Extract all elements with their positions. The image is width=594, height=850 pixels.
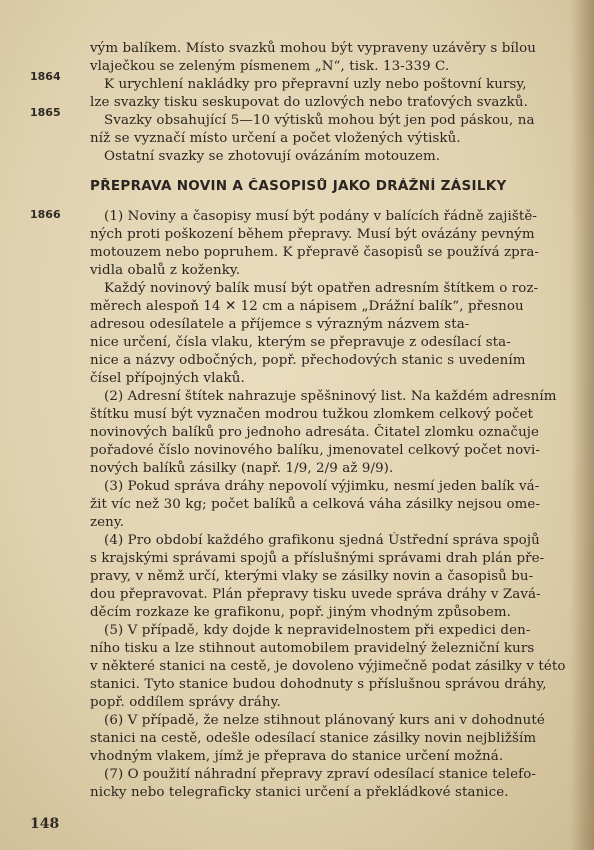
- text-line: vidla obalů z koženky.: [90, 263, 241, 278]
- text-line: (7) O použití náhradní přepravy zpraví odesílací stanice telefo-: [104, 767, 536, 782]
- text-line: vým balíkem. Místo svazků mohou být vypraveny uzávěry s bílou: [90, 41, 537, 56]
- text-line: dou přepravovat. Plán přepravy tisku uvede správa dráhy v Zavá-: [90, 587, 541, 602]
- text-line: zeny.: [90, 515, 125, 530]
- text-line: Ostatní svazky se zhotovují ovázáním motouzem.: [104, 149, 441, 164]
- text-line: Svazky obsahující 5—10 výtisků mohou být jen pod páskou, na: [104, 113, 535, 128]
- text-line: stanici. Tyto stanice budou dohodnuty s příslušnou správou dráhy,: [90, 677, 547, 692]
- text-line: (2) Adresní štítek nahrazuje spěšninový list. Na každém adresním: [104, 389, 557, 404]
- text-line: děcím rozkaze ke grafikonu, popř. jiným vhodným způsobem.: [90, 605, 512, 620]
- text-line: vlaječkou se zeleným písmenem „N“, tisk. 13-339 C.: [90, 59, 450, 74]
- text-line: s krajskými správami spojů a příslušnými správami drah plán pře-: [90, 551, 545, 566]
- text-line: Každý novinový balík musí být opatřen adresním štítkem o roz-: [104, 281, 539, 296]
- page-number: 148: [30, 816, 60, 832]
- text-line: popř. oddílem správy dráhy.: [90, 695, 281, 710]
- text-line: stanici na cestě, odešle odesílací stanice zásilky novin nejbližším: [90, 731, 537, 746]
- text-line: (3) Pokud správa dráhy nepovolí výjimku, nesmí jeden balík vá-: [104, 479, 540, 494]
- text-line: pravy, v němž určí, kterými vlaky se zásilky novin a časopisů bu-: [90, 569, 534, 584]
- text-line: nice a názvy odbočných, popř. přechodových stanic s uvedením: [90, 353, 526, 368]
- text-line: v některé stanici na cestě, je dovoleno výjimečně podat zásilky v této: [90, 659, 566, 674]
- text-line: níž se vyznačí místo určení a počet vložených výtisků.: [90, 131, 461, 146]
- text-line: nových balíků zásilky (např. 1/9, 2/9 až 9/9).: [90, 461, 394, 476]
- text-line: měrech alespoň 14 ✕ 12 cm a nápisem „Drážní balík“, přesnou: [90, 299, 524, 314]
- margin-note-1865: 1865: [30, 106, 61, 119]
- text-line: (5) V případě, kdy dojde k nepravidelnostem při expedici den-: [104, 623, 531, 638]
- margin-note-1866: 1866: [30, 208, 61, 221]
- text-line: K urychlení nakládky pro přepravní uzly nebo poštovní kursy,: [104, 77, 527, 92]
- text-line: čísel přípojných vlaků.: [90, 371, 245, 386]
- text-line: (6) V případě, že nelze stihnout plánovaný kurs ani v dohodnuté: [104, 713, 545, 728]
- text-line: lze svazky tisku seskupovat do uzlových nebo traťových svazků.: [90, 95, 528, 110]
- text-line: motouzem nebo popruhem. K přepravě časopisů se používá zpra-: [90, 245, 540, 260]
- text-line: pořadové číslo novinového balíku, jmenovatel celkový počet novi-: [90, 443, 540, 458]
- margin-note-1864: 1864: [30, 70, 61, 83]
- text-line: novinových balíků pro jednoho adresáta. Čitatel zlomku označuje: [90, 425, 540, 440]
- text-line: (1) Noviny a časopisy musí být podány v balících řádně zajiště-: [104, 209, 537, 224]
- text-line: štítku musí být vyznačen modrou tužkou zlomkem celkový počet: [90, 407, 534, 422]
- section-heading: PŘEPRAVA NOVIN A ČASOPISŮ JAKO DRÁŽNÍ ZÁSILKY: [90, 178, 507, 194]
- text-line: adresou odesílatele a příjemce s výrazným názvem sta-: [90, 317, 470, 332]
- text-line: (4) Pro období každého grafikonu sjedná Ústřední správa spojů: [104, 533, 540, 548]
- text-line: nice určení, čísla vlaku, kterým se přepravuje z odesílací sta-: [90, 335, 511, 350]
- text-line: vhodným vlakem, jímž je přeprava do stanice určení možná.: [90, 749, 504, 764]
- text-line: nicky nebo telegraficky stanici určení a překládkové stanice.: [90, 785, 509, 800]
- text-line: žit víc než 30 kg; počet balíků a celková váha zásilky nejsou ome-: [90, 497, 541, 512]
- text-line: ního tisku a lze stihnout automobilem pravidelný železniční kurs: [90, 641, 535, 656]
- text-line: ných proti poškození během přepravy. Musí být ovázány pevným: [90, 227, 535, 242]
